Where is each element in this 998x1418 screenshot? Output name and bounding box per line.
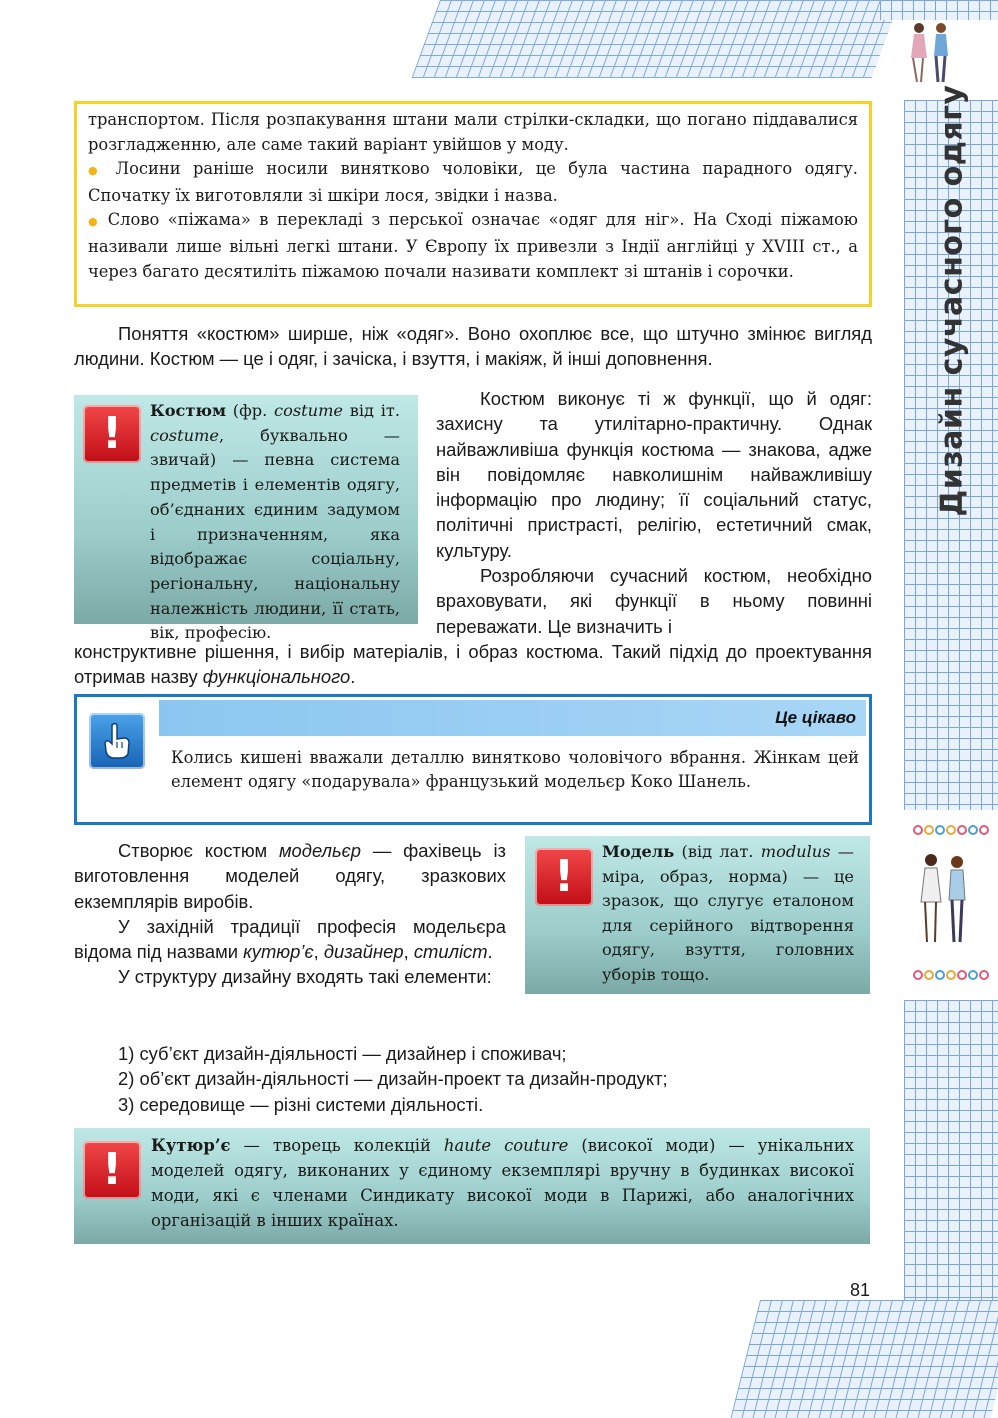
modeler-text bbox=[74, 838, 506, 914]
exclamation-icon: ! bbox=[535, 848, 593, 906]
term-model: Модель bbox=[602, 842, 675, 861]
tradition-fragment: , bbox=[403, 941, 414, 963]
definition-model-text bbox=[602, 840, 854, 988]
definition-fragment: — творець колекцій bbox=[230, 1136, 444, 1155]
chapter-title-text: Дизайн сучасного одягу bbox=[934, 84, 969, 516]
term-foreign-word: costume bbox=[150, 425, 219, 445]
modeler-fragment: Створює костюм bbox=[118, 840, 279, 861]
design-elements-list bbox=[118, 1041, 668, 1117]
costume-concept-paragraph bbox=[74, 321, 872, 372]
term-costume: Костюм bbox=[150, 401, 227, 420]
costume-concept-text: Поняття «костюм» ширше, ніж «одяг». Воно охоплює все, що штучно змінює вигляд людини. Костюм — це і одяг, і зачіска, і взуття, і макіяж, й інші доповнення. bbox=[74, 323, 872, 370]
design-term-functional: функціонального bbox=[202, 666, 351, 688]
grid-pattern-bottom bbox=[731, 1300, 998, 1418]
list-item: 3) середовище — різні системи діяльності. bbox=[118, 1093, 484, 1115]
definition-box-couturier bbox=[74, 1128, 870, 1244]
term-foreign-word: modulus bbox=[760, 842, 831, 861]
definition-fragment: , буквально — звичай) — певна система предметів і елементів одягу, об’єднаних єдиним задумом і призначенням, яка відображає соціальну, регіональну, національну належність людини, її стать, вік, професію. bbox=[150, 425, 400, 643]
intro-paragraph-2: ● Лосини раніше носили винятково чоловіки, це була частина парадного одягу. Спочатку їх виготовляли зі шкіри лося, звідки і назва. bbox=[88, 157, 858, 208]
intro-paragraph-3: ● Слово «піжама» в перекладі з перської означає «одяг для ніг». На Сході піжамою називали лише вільні легкі штани. У Європу їх привезли з Індії англійці у XVIII ст., а через багато десятиліть піжамою почали називати комплект зі штанів і сорочки. bbox=[88, 208, 858, 284]
functions-text: Костюм виконує ті ж функції, що й одяг: захисну та утилітарно-практичну. Однак найважливіша функція костюма — знакова, адже він повідомляє навколишнім найважливішу інформацію про людину; її соціальний статус, політичні пристрасті, релігію, естетичний смак, культуру. bbox=[436, 388, 872, 561]
design-paragraph-end bbox=[74, 639, 872, 690]
modeler-fragment: — фахівець із виготовлення моделей одягу, зразкових екземплярів виробів. bbox=[74, 840, 506, 912]
exclamation-icon: ! bbox=[83, 405, 141, 463]
functions-paragraph bbox=[436, 386, 872, 639]
definition-fragment: від іт. bbox=[343, 401, 400, 420]
definition-fragment: (фр. bbox=[226, 401, 275, 420]
list-item: 2) об’єкт дизайн-діяльності — дизайн-проект та дизайн-продукт; bbox=[118, 1068, 668, 1090]
tradition-term: дизайнер bbox=[323, 941, 404, 963]
exclamation-icon: ! bbox=[83, 1141, 141, 1199]
interesting-fact-title: Це цікаво bbox=[775, 708, 856, 727]
interesting-fact-header bbox=[159, 700, 866, 736]
grid-pattern-right-lower bbox=[904, 1000, 998, 1300]
definition-fragment: — міра, образ, норма) — це зразок, що слугує еталоном для серійного відтворення одягу, взуття, головних уборів тощо. bbox=[602, 842, 854, 984]
structure-text: У структуру дизайну входять такі елементи: bbox=[118, 966, 492, 988]
tradition-term: стиліст bbox=[413, 941, 488, 963]
modeler-paragraphs bbox=[74, 838, 506, 990]
tradition-text bbox=[74, 914, 506, 965]
definition-couturier-text bbox=[151, 1133, 854, 1233]
design-text-end: конструктивне рішення, і вибір матеріалів, і образ костюма. Такий підхід до проектування отримав назву bbox=[74, 641, 872, 688]
definition-costume-text bbox=[150, 399, 400, 646]
decorative-rings-top bbox=[904, 820, 998, 840]
tradition-fragment: . bbox=[487, 941, 493, 963]
grid-pattern-top bbox=[412, 0, 900, 78]
definition-box-costume bbox=[74, 395, 418, 643]
interesting-fact-text: Колись кишені вважали деталлю винятково чоловічого вбрання. Жінкам цей елемент одягу «подарувала» французький модельєр Коко Шанель. bbox=[171, 748, 859, 791]
term-foreign-word: haute couture bbox=[443, 1136, 569, 1155]
modeler-term: модельєр bbox=[278, 840, 361, 861]
term-foreign-word: costume bbox=[274, 401, 344, 420]
fashion-figures-illustration-top bbox=[905, 18, 955, 84]
decorative-rings-bottom bbox=[904, 965, 998, 985]
definition-box-model bbox=[525, 836, 870, 994]
definition-fragment: (високої моди) — унікальних моделей одягу, виконаних у єдиному екземплярі вручну в будинках високої моди, які є членами Синдикату високої моди в Парижі, або аналогічних організацій в інших країнах. bbox=[151, 1136, 854, 1230]
pointing-hand-icon bbox=[89, 713, 145, 769]
term-couturier: Кутюр’є bbox=[151, 1136, 231, 1155]
design-text-start: Розробляючи сучасний костюм, необхідно враховувати, які функції в ньому повинні переважати. Це визначить і bbox=[436, 565, 872, 637]
tradition-fragment: У західній традиції професія модельєра відома під назвами bbox=[74, 915, 506, 963]
tradition-term: кутюр’є bbox=[243, 941, 314, 963]
tradition-fragment: , bbox=[313, 941, 324, 963]
interesting-fact-box bbox=[74, 694, 872, 825]
design-text-period: . bbox=[350, 666, 356, 688]
definition-fragment: (від лат. bbox=[674, 842, 761, 861]
page-number: 81 bbox=[850, 1280, 871, 1300]
intro-paragraph-1: транспортом. Після розпакування штани мали стрілки-складки, що погано піддавалися розгладженню, але саме такий варіант увійшов у моду. bbox=[88, 110, 858, 154]
fashion-figures-illustration-middle bbox=[915, 850, 975, 950]
chapter-side-title bbox=[905, 84, 998, 516]
intro-notes-box bbox=[74, 101, 872, 307]
list-item: 1) суб’єкт дизайн-діяльності — дизайнер і споживач; bbox=[118, 1043, 567, 1064]
grid-pattern-top-corner bbox=[880, 0, 998, 20]
